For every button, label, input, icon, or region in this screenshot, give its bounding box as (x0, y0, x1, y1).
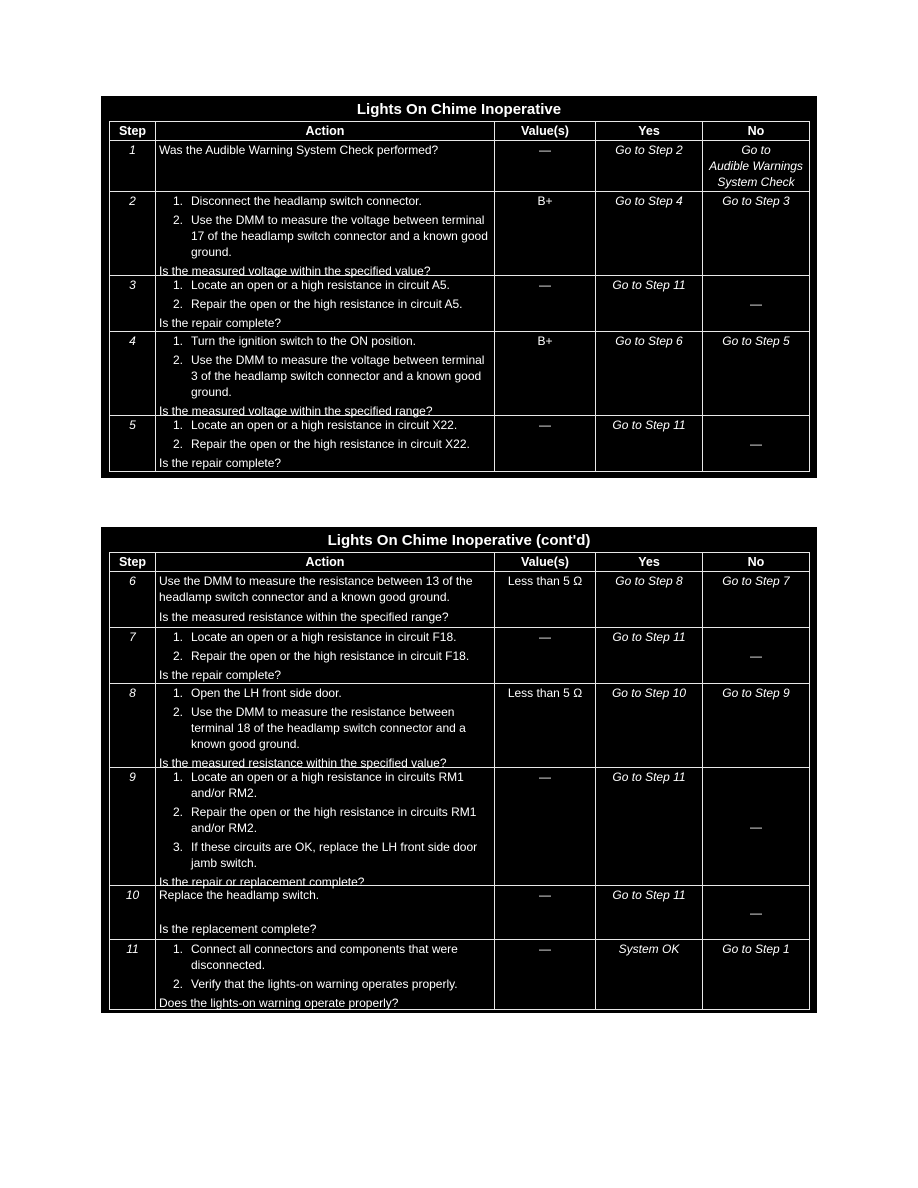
value-cell: — (495, 886, 596, 940)
action-item (159, 685, 491, 701)
action-steps (159, 333, 491, 403)
action-item (159, 976, 491, 992)
action-item-text: Locate an open or a high resistance in circuit X22. (191, 418, 458, 432)
action-item-text: Repair the open or the high resistance in circuit F18. (191, 649, 470, 663)
value-cell: — (495, 141, 596, 192)
col-header-values: Value(s) (495, 122, 596, 141)
action-item-text: Turn the ignition switch to the ON position. (191, 334, 416, 348)
action-item-text: Open the LH front side door. (191, 686, 342, 700)
action-cell (156, 416, 495, 472)
diagnostic-table (109, 552, 810, 1010)
step-number: 1 (110, 141, 156, 192)
action-cell (156, 332, 495, 416)
action-item (159, 296, 491, 312)
step-number: 5 (110, 416, 156, 472)
step-number: 11 (110, 940, 156, 1010)
action-item-number: 2. (173, 705, 184, 719)
step-number: 3 (110, 276, 156, 332)
action-intro: Use the DMM to measure the resistance between 13 of the headlamp switch connector and a known good ground. (159, 574, 473, 604)
action-item-number: 2. (173, 805, 184, 819)
step-number: 4 (110, 332, 156, 416)
action-content (159, 629, 491, 681)
action-steps (159, 629, 491, 667)
action-item-number: 2. (173, 649, 184, 663)
col-header-action: Action (156, 553, 495, 572)
no-cell: Go to Step 5 (703, 332, 810, 416)
action-content (159, 277, 491, 329)
action-question: Is the repair complete? (159, 668, 282, 682)
action-item-text: Locate an open or a high resistance in circuits RM1 and/or RM2. (191, 770, 464, 800)
no-cell: Go to Step 7 (703, 572, 810, 628)
action-item-number: 1. (173, 942, 184, 956)
action-item (159, 333, 491, 349)
action-item-number: 1. (173, 686, 184, 700)
step-number: 9 (110, 768, 156, 886)
action-question: Is the repair complete? (159, 316, 282, 330)
action-steps (159, 142, 491, 158)
action-item (159, 941, 491, 973)
value-cell: — (495, 416, 596, 472)
no-cell: Go to Step 9 (703, 684, 810, 768)
action-question: Is the repair or replacement complete? (159, 875, 365, 889)
action-cell (156, 684, 495, 768)
action-item (159, 769, 491, 801)
yes-cell: Go to Step 11 (596, 768, 703, 886)
action-question: Is the measured voltage within the specified range? (159, 404, 433, 418)
table-title: Lights On Chime Inoperative (cont'd) (327, 532, 591, 549)
action-cell (156, 628, 495, 684)
action-item (159, 648, 491, 664)
table-row (110, 768, 810, 886)
action-steps (159, 887, 491, 903)
col-header-values: Value(s) (495, 553, 596, 572)
col-header-yes: Yes (596, 122, 703, 141)
action-content (159, 193, 491, 278)
action-item (159, 352, 491, 400)
action-question: Is the measured resistance within the specified value? (159, 756, 447, 770)
action-item-number: 1. (173, 630, 184, 644)
action-steps (159, 941, 491, 995)
action-question: Is the measured resistance within the specified range? (159, 610, 449, 624)
yes-cell: Go to Step 8 (596, 572, 703, 628)
table-row (110, 141, 810, 192)
table-row (110, 628, 810, 684)
yes-cell: System OK (596, 940, 703, 1010)
header-row (110, 553, 810, 572)
action-cell (156, 572, 495, 628)
action-cell (156, 276, 495, 332)
no-cell: — (703, 768, 810, 886)
action-item-number: 2. (173, 353, 184, 367)
action-steps (159, 573, 491, 605)
no-cell: — (703, 276, 810, 332)
yes-cell: Go to Step 10 (596, 684, 703, 768)
action-cell (156, 141, 495, 192)
action-question: Does the lights-on warning operate properly? (159, 996, 399, 1010)
action-item-text: Repair the open or the high resistance in circuits RM1 and/or RM2. (191, 805, 477, 835)
action-steps (159, 193, 491, 263)
value-cell: — (495, 940, 596, 1010)
action-item (159, 277, 491, 293)
table-row (110, 332, 810, 416)
action-item-number: 2. (173, 297, 184, 311)
table-title: Lights On Chime Inoperative (356, 101, 562, 118)
action-item-number: 1. (173, 418, 184, 432)
action-item-number: 2. (173, 213, 184, 227)
value-cell: — (495, 768, 596, 886)
table-row (110, 886, 810, 940)
step-number: 8 (110, 684, 156, 768)
col-header-no: No (703, 553, 810, 572)
action-content (159, 685, 491, 770)
action-item-text: Disconnect the headlamp switch connector. (191, 194, 422, 208)
action-question: Is the measured voltage within the specified value? (159, 264, 431, 278)
action-item-number: 1. (173, 194, 184, 208)
action-content (159, 417, 491, 469)
action-item-text: Repair the open or the high resistance in circuit A5. (191, 297, 463, 311)
table-row (110, 572, 810, 628)
step-number: 10 (110, 886, 156, 940)
action-item-text: Verify that the lights-on warning operates properly. (191, 977, 458, 991)
yes-cell: Go to Step 11 (596, 628, 703, 684)
action-item-text: Locate an open or a high resistance in circuit A5. (191, 278, 450, 292)
action-item (159, 704, 491, 752)
no-cell: — (703, 416, 810, 472)
action-item-text: Use the DMM to measure the voltage between terminal 17 of the headlamp switch connector and a known good ground. (191, 213, 488, 259)
action-item (159, 629, 491, 645)
table-row (110, 192, 810, 276)
value-cell: — (495, 628, 596, 684)
yes-cell: Go to Step 11 (596, 886, 703, 940)
action-item-text: Locate an open or a high resistance in circuit F18. (191, 630, 457, 644)
action-item (159, 839, 491, 871)
action-item-number: 2. (173, 437, 184, 451)
no-cell: — (703, 886, 810, 940)
table-row (110, 416, 810, 472)
action-item (159, 212, 491, 260)
value-cell: Less than 5 Ω (495, 684, 596, 768)
action-item (159, 804, 491, 836)
no-cell: — (703, 628, 810, 684)
yes-cell: Go to Step 6 (596, 332, 703, 416)
yes-cell: Go to Step 11 (596, 276, 703, 332)
step-number: 6 (110, 572, 156, 628)
action-content (159, 333, 491, 418)
col-header-yes: Yes (596, 553, 703, 572)
col-header-step: Step (110, 553, 156, 572)
step-number: 2 (110, 192, 156, 276)
action-question: Is the repair complete? (159, 456, 282, 470)
action-cell (156, 940, 495, 1010)
table-row (110, 940, 810, 1010)
action-cell (156, 192, 495, 276)
col-header-no: No (703, 122, 810, 141)
action-item-text: Use the DMM to measure the resistance between terminal 18 of the headlamp switch connector and a known good ground. (191, 705, 466, 751)
action-item-number: 2. (173, 977, 184, 991)
action-steps (159, 769, 491, 874)
yes-cell: Go to Step 11 (596, 416, 703, 472)
action-item (159, 193, 491, 209)
no-cell: Go to Audible Warnings System Check (703, 141, 810, 192)
action-intro: Was the Audible Warning System Check performed? (159, 143, 439, 157)
header-row (110, 122, 810, 141)
action-item (159, 436, 491, 452)
no-cell: Go to Step 3 (703, 192, 810, 276)
action-item-number: 1. (173, 770, 184, 784)
col-header-step: Step (110, 122, 156, 141)
action-cell (156, 886, 495, 940)
action-item-number: 1. (173, 334, 184, 348)
action-item-text: Connect all connectors and components that were disconnected. (191, 942, 458, 972)
action-intro: Replace the headlamp switch. (159, 888, 320, 902)
value-cell: — (495, 276, 596, 332)
table-row (110, 276, 810, 332)
action-item-text: Use the DMM to measure the voltage between terminal 3 of the headlamp switch connector and a known good ground. (191, 353, 485, 399)
value-cell: B+ (495, 332, 596, 416)
action-item-text: If these circuits are OK, replace the LH front side door jamb switch. (191, 840, 478, 870)
action-item-number: 1. (173, 278, 184, 292)
action-question: Is the replacement complete? (159, 922, 317, 936)
action-cell (156, 768, 495, 889)
step-number: 7 (110, 628, 156, 684)
action-steps (159, 417, 491, 455)
table-panel-2 (101, 527, 817, 1013)
action-item-number: 3. (173, 840, 184, 854)
value-cell: B+ (495, 192, 596, 276)
action-content (159, 941, 491, 1010)
action-item-text: Repair the open or the high resistance in circuit X22. (191, 437, 470, 451)
action-content (159, 573, 491, 625)
action-steps (159, 685, 491, 755)
action-item (159, 417, 491, 433)
value-cell: Less than 5 Ω (495, 572, 596, 628)
action-content (159, 142, 491, 188)
action-content (159, 887, 491, 937)
action-content (159, 769, 491, 889)
action-steps (159, 277, 491, 315)
diagnostic-table (109, 121, 810, 472)
no-cell: Go to Step 1 (703, 940, 810, 1010)
yes-cell: Go to Step 4 (596, 192, 703, 276)
col-header-action: Action (156, 122, 495, 141)
table-panel-1 (101, 96, 817, 478)
table-row (110, 684, 810, 768)
yes-cell: Go to Step 2 (596, 141, 703, 192)
